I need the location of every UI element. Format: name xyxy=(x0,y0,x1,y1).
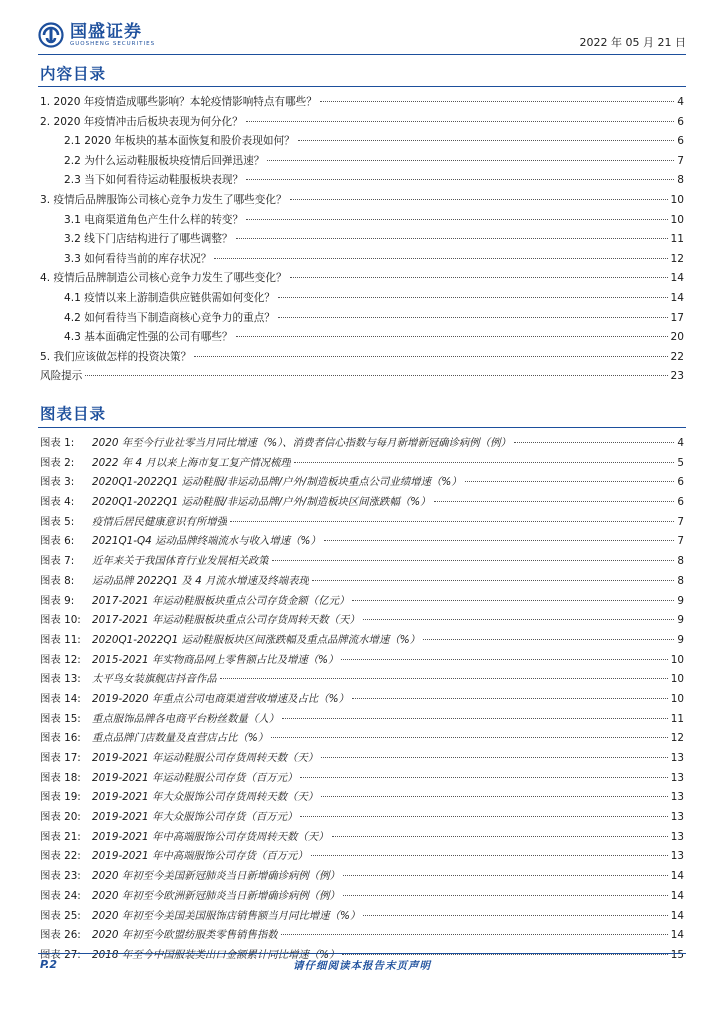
dot-leader xyxy=(514,442,675,443)
figure-entry-title: 疫情后居民健康意识有所增强 xyxy=(92,515,228,528)
figure-entry-page: 11 xyxy=(670,712,684,725)
figure-entry[interactable] xyxy=(40,552,684,572)
figures-divider xyxy=(38,427,686,428)
figure-entry[interactable] xyxy=(40,592,684,612)
disclaimer-note: 请仔细阅读本报告末页声明 xyxy=(293,960,431,972)
figure-entry[interactable] xyxy=(40,631,684,651)
figure-entry-label: 图表 24: xyxy=(40,889,81,902)
toc-entry[interactable] xyxy=(40,251,684,271)
dot-leader xyxy=(332,836,668,837)
figure-entry-title: 2020Q1-2022Q1 运动鞋服板块区间涨跌幅及重点品牌流水增速（%） xyxy=(92,633,420,646)
logo-english-name: GUOSHENG SECURITIES xyxy=(70,40,156,47)
toc-entry-title: 2.1 2020 年板块的基本面恢复和股价表现如何？ xyxy=(64,135,295,148)
figure-entry-page: 13 xyxy=(670,791,684,804)
toc-entry-title: 5. 我们应该做怎样的投资决策？ xyxy=(40,350,192,363)
figure-entry-label: 图表 9: xyxy=(40,594,75,607)
toc-entry-title: 4.3 基本面确定性强的公司有哪些？ xyxy=(64,331,233,344)
toc-entry[interactable] xyxy=(40,153,684,173)
figure-entry[interactable] xyxy=(40,828,684,848)
figure-entry-page: 14 xyxy=(670,929,684,942)
toc-entry[interactable] xyxy=(40,329,684,349)
figure-entry[interactable] xyxy=(40,847,684,867)
toc-entry-title: 2.3 当下如何看待运动鞋服板块表现？ xyxy=(64,174,244,187)
figure-entry-page: 12 xyxy=(670,732,684,745)
figure-entry-page: 4 xyxy=(677,437,684,449)
toc-entry-title: 1. 2020 年疫情造成哪些影响？本轮疫情影响特点有哪些？ xyxy=(40,96,317,108)
figure-entry-title: 2019-2021 年中高端服饰公司存货（百万元） xyxy=(92,850,308,863)
dot-leader xyxy=(290,277,668,278)
figure-entry-title: 2017-2021 年运动鞋服板块重点公司存货金额（亿元） xyxy=(92,594,350,607)
toc-entry-page: 23 xyxy=(670,370,684,383)
figure-entry-page: 13 xyxy=(670,830,684,843)
figure-entry[interactable] xyxy=(40,611,684,631)
figure-entry[interactable] xyxy=(40,788,684,808)
figure-entry[interactable] xyxy=(40,670,684,690)
dot-leader xyxy=(324,540,675,541)
figure-entry[interactable] xyxy=(40,926,684,946)
toc-entry-page: 10 xyxy=(670,193,684,206)
figure-entry-label: 图表 19: xyxy=(40,791,81,804)
figure-entry-label: 图表 6: xyxy=(40,535,75,548)
toc-entry-page: 17 xyxy=(670,311,684,324)
toc-entry-title: 3. 疫情后品牌服饰公司核心竞争力发生了哪些变化？ xyxy=(40,193,287,206)
toc-entry-page: 8 xyxy=(677,174,684,187)
figure-entry-label: 图表 15: xyxy=(40,712,81,725)
figure-entry-label: 图表 3: xyxy=(40,476,75,489)
figure-entry-label: 图表 14: xyxy=(40,692,81,705)
dot-leader xyxy=(311,855,668,856)
figure-entry-page: 14 xyxy=(670,889,684,902)
toc-entry-title: 3.1 电商渠道角色产生什么样的转变？ xyxy=(64,213,244,226)
dot-leader xyxy=(236,336,668,337)
dot-leader xyxy=(300,777,667,778)
toc-entry-page: 7 xyxy=(677,154,684,167)
figure-entry[interactable] xyxy=(40,532,684,552)
figure-entry-title: 2022 年 4 月以来上海市复工复产情况梳理 xyxy=(92,456,291,469)
figure-entry-title: 2020Q1-2022Q1 运动鞋服/非运动品牌/户外/制造板块区间涨跌幅（%） xyxy=(92,496,431,509)
toc-entry[interactable] xyxy=(40,133,684,153)
figure-entry-title: 2018 年至今中国服装类出口金额累计同比增速（%） xyxy=(92,948,340,961)
toc-entry-page: 22 xyxy=(670,350,684,363)
figure-entry-page: 10 xyxy=(670,673,684,686)
figure-entry-title: 太平鸟女装旗舰店抖音作品 xyxy=(92,673,217,686)
footer-divider xyxy=(38,953,686,954)
dot-leader xyxy=(352,600,674,601)
figure-entry-label: 图表 22: xyxy=(40,850,81,863)
figure-entry[interactable] xyxy=(40,513,684,533)
dot-leader xyxy=(246,219,667,220)
dot-leader xyxy=(312,580,674,581)
figure-entry[interactable] xyxy=(40,493,684,513)
toc-entry-page: 14 xyxy=(670,291,684,304)
figure-entry-label: 图表 13: xyxy=(40,673,81,686)
figure-entry[interactable] xyxy=(40,710,684,730)
figure-entry[interactable] xyxy=(40,867,684,887)
figure-entry-title: 近年来关于我国体育行业发展相关政策 xyxy=(92,555,269,568)
figure-entry[interactable] xyxy=(40,434,684,454)
dot-leader xyxy=(300,816,667,817)
toc-entry-title: 3.3 如何看待当前的库存状况？ xyxy=(64,252,212,265)
figure-entry[interactable] xyxy=(40,473,684,493)
figure-entry-page: 7 xyxy=(677,535,684,548)
figure-entry-title: 重点服饰品牌各电商平台粉丝数量（人） xyxy=(92,712,280,725)
toc-entry-page: 12 xyxy=(670,252,684,265)
figure-entry-label: 图表 26: xyxy=(40,929,81,942)
page-number: P.2 xyxy=(40,958,58,971)
logo-chinese-name: 国盛证券 xyxy=(70,21,142,42)
figure-entry-label: 图表 17: xyxy=(40,752,81,764)
table-of-contents xyxy=(40,94,684,388)
figure-entry-page: 14 xyxy=(670,909,684,922)
figure-entry[interactable] xyxy=(40,651,684,671)
figure-entry[interactable] xyxy=(40,454,684,474)
dot-leader xyxy=(194,356,667,357)
figure-entry-title: 2020 年初至今欧盟纺服类零售销售指数 xyxy=(92,929,278,942)
figure-entry-label: 图表 16: xyxy=(40,732,81,745)
figure-entry-title: 2021Q1-Q4 运动品牌终端流水与收入增速（%） xyxy=(92,535,321,548)
toc-entry[interactable] xyxy=(40,368,684,388)
dot-leader xyxy=(220,678,668,679)
figure-entry-page: 9 xyxy=(677,633,684,646)
dot-leader xyxy=(294,462,675,463)
figure-entry-page: 7 xyxy=(677,515,684,528)
toc-entry-page: 6 xyxy=(677,115,684,128)
dot-leader xyxy=(246,179,674,180)
figure-entry-label: 图表 1: xyxy=(40,437,75,449)
dot-leader xyxy=(246,121,675,122)
figure-entry-page: 6 xyxy=(677,476,684,489)
figure-entry[interactable] xyxy=(40,907,684,927)
dot-leader xyxy=(341,659,667,660)
dot-leader xyxy=(230,521,674,522)
dot-leader xyxy=(236,238,668,239)
figure-entry-title: 2020 年初至今美国美国服饰店销售额当月同比增速（%） xyxy=(92,909,361,922)
dot-leader xyxy=(321,796,668,797)
figure-entry-label: 图表 2: xyxy=(40,456,75,469)
dot-leader xyxy=(298,140,675,141)
toc-entry-title: 2.2 为什么运动鞋服板块疫情后回弹迅速？ xyxy=(64,154,265,167)
dot-leader xyxy=(423,639,674,640)
figure-entry-title: 2019-2021 年大众服饰公司存货周转天数（天） xyxy=(92,791,319,804)
toc-entry-title: 4.1 疫情以来上游制造供应链供需如何变化？ xyxy=(64,291,275,304)
toc-entry[interactable] xyxy=(40,94,684,114)
figure-entry-title: 2019-2021 年大众服饰公司存货（百万元） xyxy=(92,811,298,824)
figure-entry-page: 9 xyxy=(677,614,684,627)
figure-entry-label: 图表 23: xyxy=(40,870,81,883)
dot-leader xyxy=(343,875,668,876)
toc-entry-page: 14 xyxy=(670,272,684,285)
toc-entry[interactable] xyxy=(40,172,684,192)
toc-entry[interactable] xyxy=(40,270,684,290)
figure-entry-page: 9 xyxy=(677,594,684,607)
figure-entry-label: 图表 5: xyxy=(40,515,75,528)
figure-entry-title: 2019-2021 年运动鞋服公司存货周转天数（天） xyxy=(92,752,319,764)
contents-title: 内容目录 xyxy=(40,65,107,83)
dot-leader xyxy=(85,375,667,376)
figure-entry-title: 重点品牌门店数量及直营店占比（%） xyxy=(92,732,269,745)
figure-entry[interactable] xyxy=(40,808,684,828)
figure-entry-title: 2019-2021 年中高端服饰公司存货周转天数（天） xyxy=(92,830,329,843)
dot-leader xyxy=(363,915,668,916)
figure-entry-label: 图表 7: xyxy=(40,555,75,568)
figure-entry-title: 2020 年至今行业社零当月同比增速（%）、消费者信心指数与每月新增新冠确诊病例（例） xyxy=(92,437,511,449)
figure-entry-page: 10 xyxy=(670,653,684,666)
figure-entry-page: 10 xyxy=(670,692,684,705)
figure-entry-label: 图表 25: xyxy=(40,909,81,922)
toc-entry[interactable] xyxy=(40,212,684,232)
toc-entry[interactable] xyxy=(40,310,684,330)
figure-entry-label: 图表 27: xyxy=(40,948,81,961)
figure-entry-page: 15 xyxy=(670,948,684,961)
header-divider xyxy=(38,54,686,55)
toc-entry[interactable] xyxy=(40,114,684,134)
figure-entry-label: 图表 18: xyxy=(40,771,81,784)
figure-entry-page: 8 xyxy=(677,574,684,587)
figure-entry-page: 8 xyxy=(677,555,684,568)
toc-entry-page: 20 xyxy=(670,331,684,344)
dot-leader xyxy=(272,560,675,561)
logo-emblem-icon xyxy=(38,22,64,48)
figure-entry[interactable] xyxy=(40,749,684,769)
toc-entry-page: 10 xyxy=(670,213,684,226)
figure-entry-page: 14 xyxy=(670,870,684,883)
figure-entry-title: 2019-2020 年重点公司电商渠道营收增速及占比（%） xyxy=(92,692,349,705)
dot-leader xyxy=(465,481,675,482)
figure-entry-title: 2020 年初至今美国新冠肺炎当日新增确诊病例（例） xyxy=(92,870,340,883)
figure-entry-label: 图表 20: xyxy=(40,811,81,824)
figure-entry-label: 图表 21: xyxy=(40,830,81,843)
figure-entry-title: 运动品牌 2022Q1 及 4 月流水增速及终端表现 xyxy=(92,574,309,587)
figure-entry-page: 13 xyxy=(670,771,684,784)
toc-entry-title: 4. 疫情后品牌制造公司核心竞争力发生了哪些变化？ xyxy=(40,272,287,285)
dot-leader xyxy=(282,718,668,719)
page-header xyxy=(38,20,686,54)
report-date: 2022 年 05 月 21 日 xyxy=(579,36,686,49)
toc-entry-page: 6 xyxy=(677,135,684,148)
figure-entry-label: 图表 12: xyxy=(40,653,81,666)
toc-entry[interactable] xyxy=(40,349,684,369)
figure-entry-title: 2020Q1-2022Q1 运动鞋服/非运动品牌/户外/制造板块重点公司业绩增速（%） xyxy=(92,476,462,489)
toc-entry-title: 风险提示 xyxy=(40,370,83,383)
dot-leader xyxy=(271,737,668,738)
company-logo xyxy=(38,22,155,48)
dot-leader xyxy=(290,199,668,200)
toc-entry-title: 2. 2020 年疫情冲击后板块表现为何分化？ xyxy=(40,115,243,128)
dot-leader xyxy=(278,297,668,298)
figure-entry[interactable] xyxy=(40,769,684,789)
figure-entry-page: 13 xyxy=(670,752,684,764)
toc-entry-page: 11 xyxy=(670,233,684,246)
dot-leader xyxy=(434,501,675,502)
figure-entry-label: 图表 4: xyxy=(40,496,75,509)
dot-leader xyxy=(343,895,668,896)
dot-leader xyxy=(267,160,674,161)
figure-entry-title: 2015-2021 年实物商品网上零售额占比及增速（%） xyxy=(92,653,339,666)
figure-entry-label: 图表 11: xyxy=(40,633,81,646)
toc-entry-title: 4.2 如何看待当下制造商核心竞争力的重点？ xyxy=(64,311,275,324)
figure-entry-label: 图表 8: xyxy=(40,574,75,587)
dot-leader xyxy=(352,698,668,699)
figure-entry-page: 6 xyxy=(677,496,684,509)
figure-entry[interactable] xyxy=(40,572,684,592)
toc-entry[interactable] xyxy=(40,192,684,212)
contents-divider xyxy=(38,86,686,87)
dot-leader xyxy=(214,258,667,259)
figures-title: 图表目录 xyxy=(40,405,107,423)
figure-entry-title: 2019-2021 年运动鞋服公司存货（百万元） xyxy=(92,771,298,784)
figure-entry[interactable] xyxy=(40,690,684,710)
toc-entry-page: 4 xyxy=(677,96,684,108)
dot-leader xyxy=(278,317,668,318)
list-of-figures xyxy=(40,434,684,966)
dot-leader xyxy=(342,954,667,955)
dot-leader xyxy=(320,101,674,102)
figure-entry-title: 2020 年初至今欧洲新冠肺炎当日新增确诊病例（例） xyxy=(92,889,340,902)
dot-leader xyxy=(281,934,668,935)
figure-entry[interactable] xyxy=(40,887,684,907)
figure-entry-label: 图表 10: xyxy=(40,614,81,627)
figure-entry-title: 2017-2021 年运动鞋服板块重点公司存货周转天数（天） xyxy=(92,614,360,627)
figure-entry-page: 13 xyxy=(670,850,684,863)
dot-leader xyxy=(321,757,668,758)
toc-entry[interactable] xyxy=(40,231,684,251)
figure-entry-page: 5 xyxy=(677,456,684,469)
figure-entry-page: 13 xyxy=(670,811,684,824)
toc-entry-title: 3.2 线下门店结构进行了哪些调整？ xyxy=(64,233,233,246)
dot-leader xyxy=(363,619,675,620)
toc-entry[interactable] xyxy=(40,290,684,310)
figure-entry[interactable] xyxy=(40,729,684,749)
